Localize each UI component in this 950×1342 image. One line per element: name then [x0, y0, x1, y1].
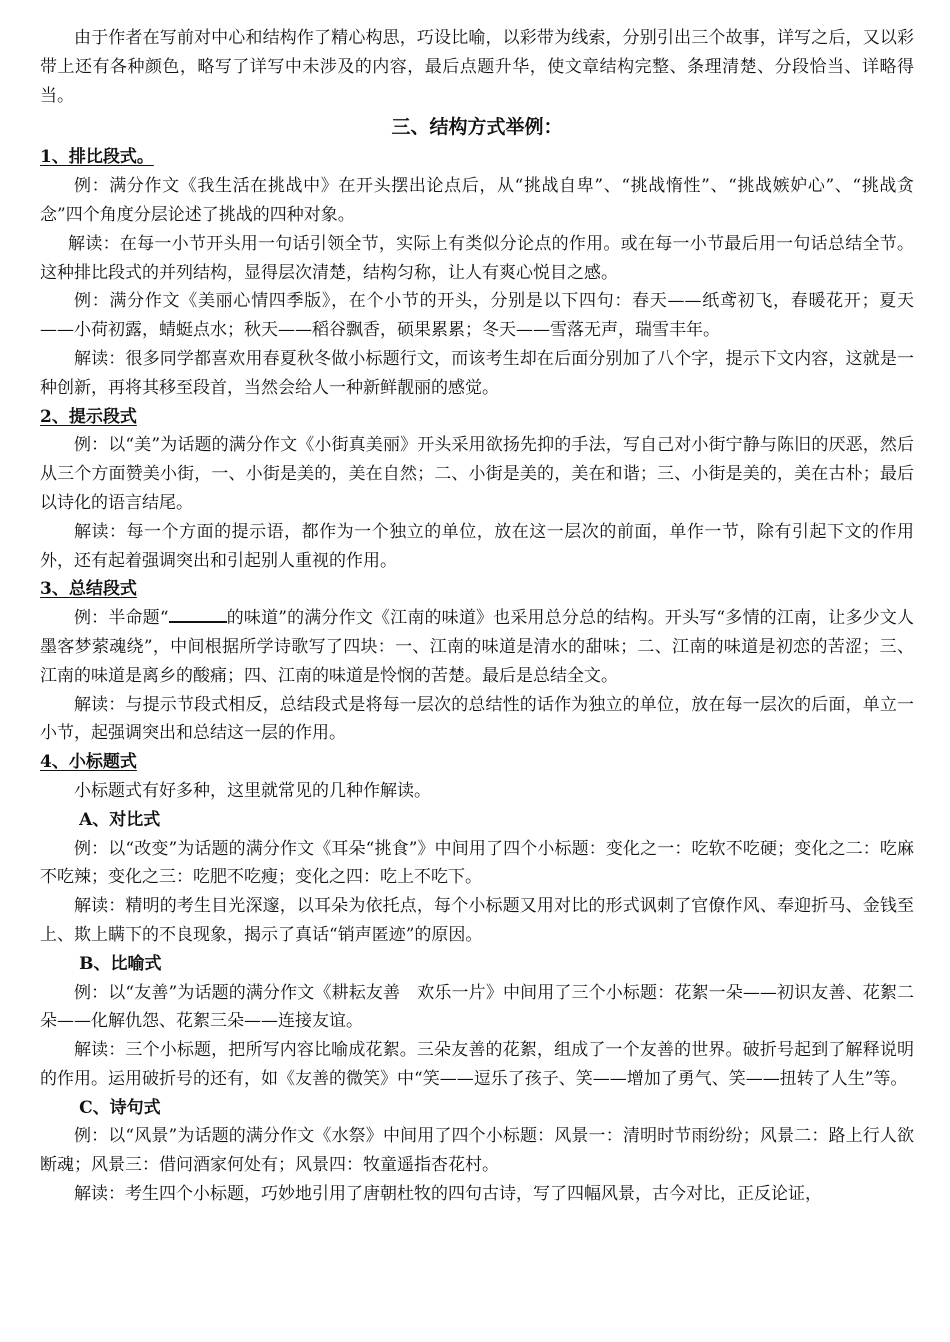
section-3-title — [40, 575, 914, 604]
subsection-b-analysis: 解读：三个小标题，把所写内容比喻成花絮。三朵友善的花絮，组成了一个友善的世界。破折号起到了解释说明的作用。运用破折号的还有，如《友善的微笑》中“笑——逗乐了孩子、笑——增加了勇气、笑——扭转了人生”等。 — [40, 1040, 914, 1089]
subsection-a-analysis: 解读：精明的考生目光深邃，以耳朵为依托点，每个小标题又用对比的形式讽刺了官僚作风、奉迎折马、金钱至上、欺上瞒下的不良现象，揭示了真话“销声匿迹”的原因。 — [40, 896, 914, 945]
fill-in-blank — [169, 607, 227, 623]
section-4-title-text: 4、小标题式 — [40, 752, 137, 773]
section-1-example-1: 例：满分作文《我生活在挑战中》在开头摆出论点后，从“挑战自卑”、“挑战惰性”、“挑战嫉妒心”、“挑战贪念”四个角度分层论述了挑战的四种对象。 — [40, 176, 914, 225]
section-2-example: 例：以“美”为话题的满分作文《小街真美丽》开头采用欲扬先抑的手法，写自己对小街宁静与陈旧的厌恶，然后从三个方面赞美小街，一、小街是美的，美在自然；二、小街是美的，美在和谐；三、小街是美的，美在古朴；最后以诗化的语言结尾。 — [40, 435, 914, 513]
subsection-a-example: 例：以“改变”为话题的满分作文《耳朵“挑食”》中间用了四个小标题：变化之一：吃软不吃硬；变化之二：吃麻不吃辣；变化之三：吃肥不吃瘦；变化之四：吃上不吃下。 — [40, 838, 914, 888]
subsection-b-example: 例：以“友善”为话题的满分作文《耕耘友善 欢乐一片》中间用了三个小标题：花絮一朵——初识友善、花絮二朵——化解仇怨、花絮三朵——连接友谊。 — [40, 982, 914, 1032]
subsection-c-title: C、诗句式 — [79, 1097, 161, 1118]
section-1-example-2: 例：满分作文《美丽心情四季版》，在个小节的开头，分别是以下四句：春天——纸鸢初飞，春暖花开；夏天——小荷初露，蜻蜓点水；秋天——稻谷飘香，硕果累累；冬天——雪落无声，瑞雪丰年。 — [40, 291, 914, 341]
document-body — [40, 24, 914, 1209]
section-3-analysis: 解读：与提示节段式相反，总结段式是将每一层次的总结性的话作为独立的单位，放在每一层次的后面，单立一小节，起强调突出和总结这一层的作用。 — [40, 694, 914, 744]
subsection-c-example: 例：以“风景”为话题的满分作文《水祭》中间用了四个小标题：风景一：清明时节雨纷纷；风景二：路上行人欲断魂；风景三：借问酒家何处有；风景四：牧童遥指杏花村。 — [40, 1126, 914, 1176]
section-4-title — [40, 748, 914, 777]
intro-paragraph: 由于作者在写前对中心和结构作了精心构思，巧设比喻，以彩带为线索，分别引出三个故事，详写之后，又以彩带上还有各种颜色，略写了详写中未涉及的内容，最后点题升华，使文章结构完整、条理清楚、分段恰当、详略得当。 — [40, 28, 914, 106]
subsection-c-analysis: 解读：考生四个小标题，巧妙地引用了唐朝杜牧的四句古诗，写了四幅风景，古今对比，正反论证， — [74, 1184, 822, 1205]
section-1-analysis-2: 解读：很多同学都喜欢用春夏秋冬做小标题行文，而该考生却在后面分别加了八个字，提示下文内容，这就是一种创新，再将其移至段首，当然会给人一种新鲜靓丽的感觉。 — [40, 348, 914, 398]
section-2-title-text: 2、提示段式 — [40, 406, 137, 427]
section-3-title-text: 3、总结段式 — [40, 579, 137, 600]
section-heading: 三、结构方式举例： — [391, 116, 563, 139]
subsection-a-title: A、对比式 — [79, 809, 161, 830]
section-3-example — [40, 604, 914, 690]
section-1-analysis-1: 解读：在每一小节开头用一句话引领全节，实际上有类似分论点的作用。或在每一小节最后用一句话总结全节。这种排比段式的并列结构，显得层次清楚，结构匀称，让人有爽心悦目之感。 — [40, 233, 914, 283]
subsection-b-title: B、比喻式 — [79, 953, 162, 974]
section-1-title-text: 1、排比段式。 — [40, 147, 154, 168]
section-4-intro: 小标题式有好多种，这里就常见的几种作解读。 — [74, 780, 431, 801]
section-3-example-start: 例：半命题“ — [74, 608, 169, 629]
section-1-title — [40, 143, 914, 172]
section-2-title — [40, 403, 914, 432]
section-2-analysis: 解读：每一个方面的提示语，都作为一个独立的单位，放在这一层次的前面，单作一节，除有引起下文的作用外，还有起着强调突出和引起别人重视的作用。 — [40, 521, 914, 571]
section-3-example-rest: 的味道”的满分作文《江南的味道》也采用总分总的结构。开头写“多情的江南，让多少文人墨客梦萦魂绕”，中间根据所学诗歌写了四块：一、江南的味道是清水的甜味；二、江南的味道是初恋的苦涩；三、江南的味道是离乡的酸痛；四、江南的味道是怜悯的苦楚。最后是总结全文。 — [40, 608, 914, 686]
